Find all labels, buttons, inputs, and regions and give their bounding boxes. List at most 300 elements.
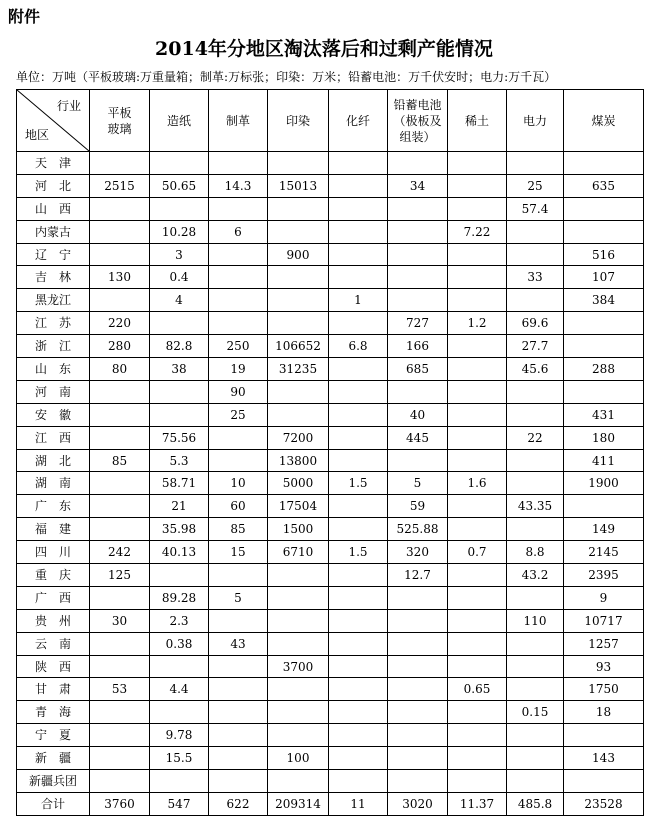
value-cell (448, 586, 507, 609)
value-cell (90, 426, 150, 449)
value-cell (90, 770, 150, 793)
value-cell: 45.6 (507, 358, 564, 381)
value-cell (90, 403, 150, 426)
value-cell (507, 518, 564, 541)
value-cell (388, 655, 448, 678)
value-cell (268, 564, 329, 587)
value-cell (329, 770, 388, 793)
table-row (17, 243, 644, 266)
value-cell (448, 449, 507, 472)
value-cell (268, 152, 329, 175)
value-cell (388, 747, 448, 770)
table-row (17, 174, 644, 197)
region-cell: 浙 江 (17, 335, 90, 358)
value-cell (329, 152, 388, 175)
value-cell: 6710 (268, 541, 329, 564)
value-cell: 242 (90, 541, 150, 564)
region-cell: 宁 夏 (17, 724, 90, 747)
value-cell: 130 (90, 266, 150, 289)
value-cell (90, 747, 150, 770)
value-cell (448, 426, 507, 449)
value-cell (268, 586, 329, 609)
value-cell (448, 770, 507, 793)
region-cell: 天 津 (17, 152, 90, 175)
value-cell: 9.78 (150, 724, 209, 747)
table-row (17, 518, 644, 541)
value-cell (507, 403, 564, 426)
region-cell: 青 海 (17, 701, 90, 724)
value-cell (329, 426, 388, 449)
value-cell (90, 289, 150, 312)
value-cell: 85 (209, 518, 268, 541)
value-cell (448, 289, 507, 312)
value-cell (448, 197, 507, 220)
table-row (17, 724, 644, 747)
value-cell (564, 152, 644, 175)
value-cell (448, 747, 507, 770)
value-cell: 25 (209, 403, 268, 426)
value-cell (329, 678, 388, 701)
value-cell: 11.37 (448, 792, 507, 815)
value-cell (209, 655, 268, 678)
value-cell: 1.5 (329, 472, 388, 495)
value-cell (388, 609, 448, 632)
value-cell: 43 (209, 632, 268, 655)
value-cell (268, 220, 329, 243)
value-cell: 38 (150, 358, 209, 381)
region-cell: 云 南 (17, 632, 90, 655)
value-cell (448, 701, 507, 724)
value-cell (388, 724, 448, 747)
value-cell: 75.56 (150, 426, 209, 449)
value-cell (329, 312, 388, 335)
region-cell: 吉 林 (17, 266, 90, 289)
value-cell: 6 (209, 220, 268, 243)
value-cell: 2395 (564, 564, 644, 587)
table-row (17, 609, 644, 632)
value-cell: 40 (388, 403, 448, 426)
value-cell: 15.5 (150, 747, 209, 770)
value-cell (507, 724, 564, 747)
value-cell: 106652 (268, 335, 329, 358)
value-cell (448, 403, 507, 426)
value-cell (209, 289, 268, 312)
region-cell: 黑龙江 (17, 289, 90, 312)
value-cell: 166 (388, 335, 448, 358)
value-cell: 7.22 (448, 220, 507, 243)
value-cell (448, 609, 507, 632)
value-cell: 10717 (564, 609, 644, 632)
region-cell: 广 西 (17, 586, 90, 609)
table-row (17, 495, 644, 518)
value-cell: 635 (564, 174, 644, 197)
value-cell (150, 152, 209, 175)
value-cell (329, 266, 388, 289)
value-cell: 0.15 (507, 701, 564, 724)
value-cell (507, 449, 564, 472)
value-cell: 220 (90, 312, 150, 335)
table-row (17, 655, 644, 678)
value-cell (209, 243, 268, 266)
value-cell (388, 266, 448, 289)
region-cell: 山 西 (17, 197, 90, 220)
value-cell: 9 (564, 586, 644, 609)
value-cell (209, 747, 268, 770)
value-cell: 19 (209, 358, 268, 381)
col-header-chemical-fiber: 化纤 (329, 90, 388, 152)
value-cell (507, 678, 564, 701)
value-cell: 58.71 (150, 472, 209, 495)
value-cell (388, 220, 448, 243)
col-header-leather: 制革 (209, 90, 268, 152)
value-cell (388, 380, 448, 403)
value-cell (564, 312, 644, 335)
table-row (17, 358, 644, 381)
value-cell (507, 586, 564, 609)
value-cell: 1500 (268, 518, 329, 541)
value-cell (448, 724, 507, 747)
value-cell (268, 770, 329, 793)
value-cell (268, 312, 329, 335)
region-cell: 内蒙古 (17, 220, 90, 243)
value-cell: 17504 (268, 495, 329, 518)
value-cell: 2145 (564, 541, 644, 564)
value-cell (507, 747, 564, 770)
value-cell: 93 (564, 655, 644, 678)
value-cell (90, 472, 150, 495)
value-cell: 43.2 (507, 564, 564, 587)
table-row (17, 289, 644, 312)
region-cell: 江 西 (17, 426, 90, 449)
value-cell (507, 632, 564, 655)
value-cell (209, 678, 268, 701)
value-cell (209, 266, 268, 289)
value-cell (448, 495, 507, 518)
value-cell (329, 655, 388, 678)
value-cell: 143 (564, 747, 644, 770)
region-cell: 贵 州 (17, 609, 90, 632)
value-cell: 53 (90, 678, 150, 701)
value-cell: 34 (388, 174, 448, 197)
value-cell (209, 724, 268, 747)
value-cell (388, 152, 448, 175)
value-cell: 50.65 (150, 174, 209, 197)
value-cell (90, 724, 150, 747)
value-cell (209, 426, 268, 449)
capacity-table (16, 89, 644, 816)
value-cell: 685 (388, 358, 448, 381)
col-header-power: 电力 (507, 90, 564, 152)
value-cell (90, 220, 150, 243)
value-cell (150, 197, 209, 220)
value-cell: 3700 (268, 655, 329, 678)
region-cell: 福 建 (17, 518, 90, 541)
value-cell: 2515 (90, 174, 150, 197)
value-cell (448, 380, 507, 403)
table-row (17, 312, 644, 335)
units-note: 单位：万吨（平板玻璃:万重量箱；制革:万标张；印染：万米；铅蓄电池：万千伏安时；电力:万千瓦） (16, 70, 557, 84)
value-cell (507, 289, 564, 312)
value-cell: 5 (209, 586, 268, 609)
value-cell: 107 (564, 266, 644, 289)
value-cell: 85 (90, 449, 150, 472)
value-cell (564, 495, 644, 518)
value-cell (150, 770, 209, 793)
value-cell (209, 564, 268, 587)
region-cell: 新疆兵团 (17, 770, 90, 793)
value-cell: 125 (90, 564, 150, 587)
value-cell (448, 266, 507, 289)
value-cell (268, 701, 329, 724)
value-cell: 22 (507, 426, 564, 449)
value-cell (564, 335, 644, 358)
value-cell: 516 (564, 243, 644, 266)
value-cell (90, 380, 150, 403)
value-cell: 13800 (268, 449, 329, 472)
value-cell: 60 (209, 495, 268, 518)
region-cell: 四 川 (17, 541, 90, 564)
value-cell (268, 289, 329, 312)
value-cell: 1900 (564, 472, 644, 495)
table-row (17, 632, 644, 655)
value-cell: 445 (388, 426, 448, 449)
value-cell: 40.13 (150, 541, 209, 564)
value-cell: 3760 (90, 792, 150, 815)
value-cell: 33 (507, 266, 564, 289)
value-cell (388, 586, 448, 609)
value-cell: 59 (388, 495, 448, 518)
value-cell (507, 770, 564, 793)
value-cell (448, 632, 507, 655)
value-cell (388, 678, 448, 701)
value-cell: 5000 (268, 472, 329, 495)
value-cell (329, 495, 388, 518)
table-body (17, 152, 644, 816)
col-header-lead-battery: 铅蓄电池（极板及组装） (388, 90, 448, 152)
region-cell: 湖 北 (17, 449, 90, 472)
value-cell: 384 (564, 289, 644, 312)
value-cell (564, 220, 644, 243)
value-cell (209, 197, 268, 220)
value-cell: 411 (564, 449, 644, 472)
value-cell (564, 724, 644, 747)
value-cell: 320 (388, 541, 448, 564)
value-cell: 280 (90, 335, 150, 358)
value-cell (329, 747, 388, 770)
value-cell: 5.3 (150, 449, 209, 472)
table-row (17, 701, 644, 724)
table-row (17, 472, 644, 495)
value-cell (90, 243, 150, 266)
col-header-paper: 造纸 (150, 90, 209, 152)
value-cell (268, 403, 329, 426)
value-cell (507, 243, 564, 266)
value-cell: 525.88 (388, 518, 448, 541)
value-cell: 10 (209, 472, 268, 495)
value-cell (507, 220, 564, 243)
table-row (17, 335, 644, 358)
value-cell: 15 (209, 541, 268, 564)
value-cell: 431 (564, 403, 644, 426)
table-row (17, 152, 644, 175)
value-cell: 6.8 (329, 335, 388, 358)
value-cell (268, 724, 329, 747)
value-cell: 1257 (564, 632, 644, 655)
value-cell (329, 174, 388, 197)
value-cell: 3020 (388, 792, 448, 815)
value-cell (329, 564, 388, 587)
value-cell (90, 586, 150, 609)
value-cell: 0.38 (150, 632, 209, 655)
value-cell: 11 (329, 792, 388, 815)
value-cell: 5 (388, 472, 448, 495)
value-cell (90, 197, 150, 220)
value-cell: 21 (150, 495, 209, 518)
value-cell: 0.65 (448, 678, 507, 701)
value-cell (150, 701, 209, 724)
value-cell: 0.7 (448, 541, 507, 564)
value-cell (448, 655, 507, 678)
value-cell: 30 (90, 609, 150, 632)
value-cell: 18 (564, 701, 644, 724)
value-cell (507, 380, 564, 403)
value-cell (564, 197, 644, 220)
value-cell (448, 518, 507, 541)
value-cell: 149 (564, 518, 644, 541)
value-cell (90, 701, 150, 724)
value-cell: 3 (150, 243, 209, 266)
value-cell (90, 655, 150, 678)
value-cell: 4.4 (150, 678, 209, 701)
value-cell: 180 (564, 426, 644, 449)
value-cell (150, 655, 209, 678)
corner-region-label: 地区 (25, 128, 50, 142)
table-row (17, 220, 644, 243)
region-cell: 河 北 (17, 174, 90, 197)
table-row (17, 564, 644, 587)
value-cell: 15013 (268, 174, 329, 197)
table-row (17, 586, 644, 609)
value-cell (329, 518, 388, 541)
value-cell (90, 152, 150, 175)
value-cell (448, 358, 507, 381)
value-cell (90, 495, 150, 518)
value-cell (448, 243, 507, 266)
value-cell: 1.5 (329, 541, 388, 564)
region-cell: 辽 宁 (17, 243, 90, 266)
value-cell: 89.28 (150, 586, 209, 609)
value-cell: 250 (209, 335, 268, 358)
region-cell: 广 东 (17, 495, 90, 518)
value-cell (329, 632, 388, 655)
value-cell (209, 770, 268, 793)
table-row (17, 792, 644, 815)
value-cell: 80 (90, 358, 150, 381)
value-cell (209, 449, 268, 472)
value-cell (388, 289, 448, 312)
value-cell: 900 (268, 243, 329, 266)
value-cell: 43.35 (507, 495, 564, 518)
value-cell (268, 266, 329, 289)
value-cell: 25 (507, 174, 564, 197)
value-cell (90, 632, 150, 655)
value-cell: 8.8 (507, 541, 564, 564)
value-cell: 12.7 (388, 564, 448, 587)
value-cell (329, 220, 388, 243)
value-cell: 1 (329, 289, 388, 312)
table-row (17, 266, 644, 289)
value-cell (268, 197, 329, 220)
value-cell: 2.3 (150, 609, 209, 632)
value-cell (150, 312, 209, 335)
region-cell: 江 苏 (17, 312, 90, 335)
value-cell: 622 (209, 792, 268, 815)
region-cell: 甘 肃 (17, 678, 90, 701)
value-cell: 110 (507, 609, 564, 632)
value-cell (150, 380, 209, 403)
value-cell (268, 678, 329, 701)
region-cell: 重 庆 (17, 564, 90, 587)
value-cell (388, 243, 448, 266)
region-cell: 河 南 (17, 380, 90, 403)
value-cell (209, 609, 268, 632)
value-cell: 82.8 (150, 335, 209, 358)
value-cell: 23528 (564, 792, 644, 815)
table-row (17, 380, 644, 403)
value-cell: 209314 (268, 792, 329, 815)
value-cell (507, 152, 564, 175)
value-cell (388, 701, 448, 724)
value-cell: 0.4 (150, 266, 209, 289)
value-cell (150, 403, 209, 426)
value-cell (564, 380, 644, 403)
value-cell: 1.6 (448, 472, 507, 495)
value-cell (329, 586, 388, 609)
value-cell: 100 (268, 747, 329, 770)
value-cell (268, 632, 329, 655)
value-cell: 727 (388, 312, 448, 335)
value-cell (329, 701, 388, 724)
value-cell (448, 335, 507, 358)
region-cell: 陕 西 (17, 655, 90, 678)
value-cell: 10.28 (150, 220, 209, 243)
corner-industry-label: 行业 (56, 99, 81, 113)
table-row (17, 449, 644, 472)
table-row (17, 678, 644, 701)
value-cell (564, 770, 644, 793)
value-cell: 69.6 (507, 312, 564, 335)
col-header-coal: 煤炭 (564, 90, 644, 152)
value-cell: 1750 (564, 678, 644, 701)
region-cell: 山 东 (17, 358, 90, 381)
value-cell (268, 609, 329, 632)
value-cell: 35.98 (150, 518, 209, 541)
value-cell: 1.2 (448, 312, 507, 335)
value-cell (329, 380, 388, 403)
attachment-label: 附件 (8, 7, 41, 26)
value-cell: 4 (150, 289, 209, 312)
region-cell: 湖 南 (17, 472, 90, 495)
value-cell (329, 449, 388, 472)
value-cell (388, 449, 448, 472)
value-cell (507, 472, 564, 495)
value-cell (209, 312, 268, 335)
value-cell (209, 701, 268, 724)
value-cell: 31235 (268, 358, 329, 381)
value-cell (448, 174, 507, 197)
value-cell: 57.4 (507, 197, 564, 220)
value-cell (209, 152, 268, 175)
